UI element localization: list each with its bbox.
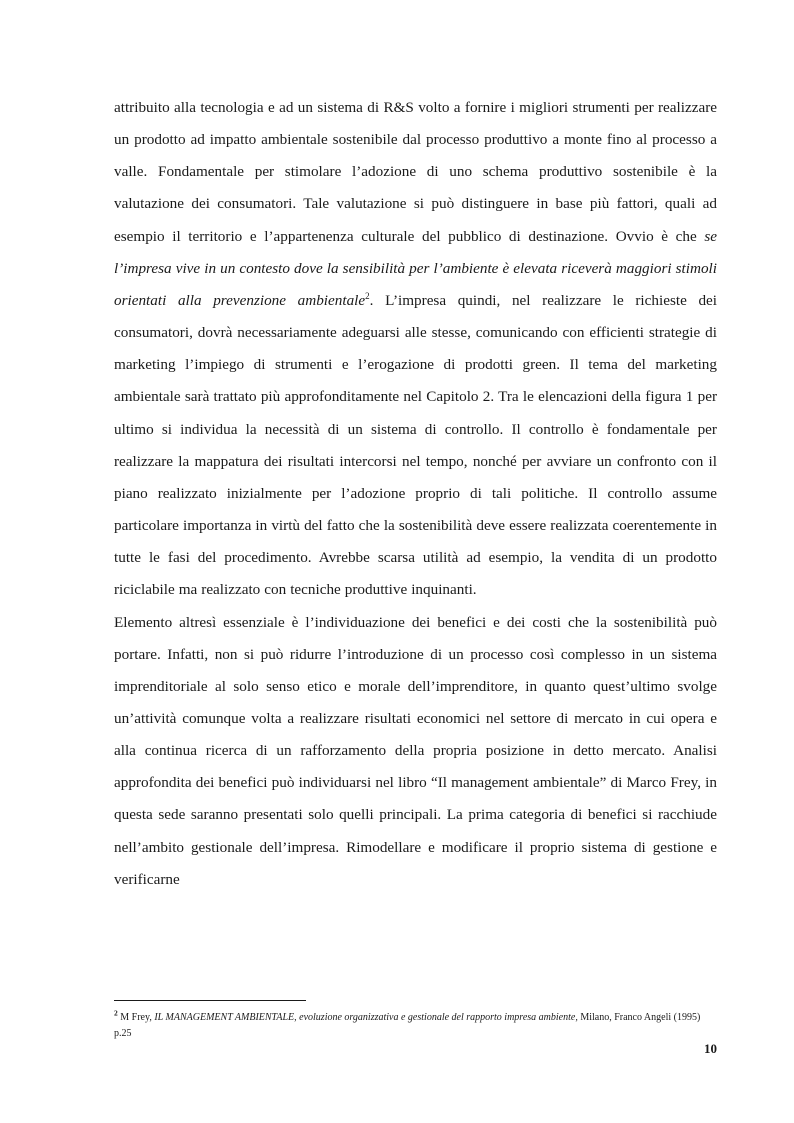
footnote-author: M Frey, — [117, 1012, 155, 1023]
paragraph-1 — [114, 92, 717, 607]
footnote-publisher: Milano, Franco Angeli (1995) p.25 — [114, 1012, 701, 1039]
paragraph-1-text-b: . L’impresa quindi, nel realizzare le richieste dei consumatori, dovrà necessariamente adeguarsi alle stesse, comunicando con efficienti strategie di marketing l’impiego di strumenti e l’erogazione di prodotti green. Il tema del marketing ambientale sarà trattato più approfonditamente nel Capitolo 2. Tra le elencazioni della figura 1 per ultimo si individua la necessità di un sistema di controllo. Il controllo è fondamentale per realizzare la mappatura dei risultati intercorsi nel tempo, nonché per avviare un confronto con il piano realizzato inizialmente per l’adozione proprio di tali politiche. Il controllo assume particolare importanza in virtù del fatto che la sostenibilità deve essere realizzata coerentemente in tutte le fasi del procedimento. Avrebbe scarsa utilità ad esempio, la vendita di un prodotto riciclabile ma realizzato con tecniche produttive inquinanti. — [114, 291, 717, 599]
footnote-marker: 2 — [114, 1008, 118, 1018]
paragraph-2: Elemento altresì essenziale è l’individuazione dei benefici e dei costi che la sostenibilità può portare. Infatti, non si può ridurre l’introduzione di un processo così complesso in un sistema imprenditoriale al solo senso etico e morale dell’imprenditore, in quanto quest’ultimo svolge un’attività comunque volta a realizzare risultati economici nel settore di mercato in cui opera e alla continua ricerca di un rafforzamento della propria posizione in detto mercato. Analisi approfondita dei benefici può individuarsi nel libro “Il management ambientale” di Marco Frey, in questa sede saranno presentati solo quelli principali. La prima categoria di benefici si racchiude nell’ambito gestionale dell’impresa. Rimodellare e modificare il proprio sistema di gestione e verificarne — [114, 613, 717, 888]
footnote-reference[interactable]: 2 — [365, 290, 370, 301]
footnote-title: IL MANAGEMENT AMBIENTALE, evoluzione organizzativa e gestionale del rapporto impresa ambiente, — [154, 1012, 578, 1023]
paragraph-1-quote: se l’impresa vive in un contesto dove la sensibilità per l’ambiente è elevata riceverà maggiori stimoli orientati alla prevenzione ambientale — [114, 227, 717, 309]
footnote — [114, 1010, 717, 1042]
page-number: 10 — [704, 1041, 717, 1056]
paragraph-1-text-a: attribuito alla tecnologia e ad un sistema di R&S volto a fornire i migliori strumenti per realizzare un prodotto ad impatto ambientale sostenibile dal processo produttivo a monte fino al processo a valle. Fondamentale per stimolare l’adozione di uno schema produttivo sostenibile è la valutazione dei consumatori. Tale valutazione si può distinguere in base più fattori, quali ad esempio il territorio e l’appartenenza culturale del pubblico di destinazione. Ovvio è che — [114, 99, 717, 245]
body-text — [114, 92, 717, 896]
footnote-separator — [114, 1000, 306, 1001]
